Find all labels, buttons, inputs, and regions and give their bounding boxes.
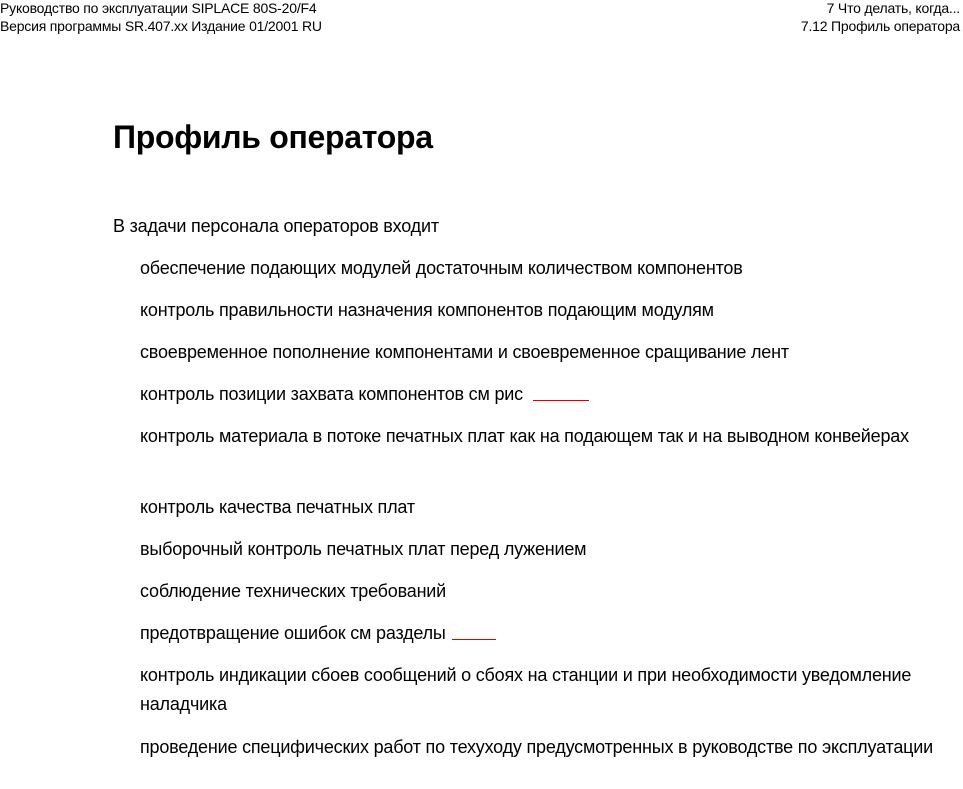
intro-text: В задачи персонала операторов входит (113, 216, 439, 236)
list-item (140, 254, 940, 283)
header-section: 7.12 Профиль оператора (800, 18, 960, 34)
list-item-text: контроль качества печатных плат (140, 497, 415, 517)
list-item (140, 619, 940, 648)
list-item (140, 380, 940, 409)
header-manual-title: Руководство по эксплуатации SIPLACE 80S-20/F4 (0, 0, 317, 16)
list-item-text: соблюдение технических требований (140, 581, 447, 601)
list-item-text: предотвращение ошибок см разделы (140, 623, 446, 643)
list-item (140, 422, 940, 451)
list-item (140, 661, 940, 719)
list-item-text: обеспечение подающих модулей достаточным количеством компонентов (140, 258, 743, 278)
list-item (140, 733, 940, 762)
figure-reference-link[interactable] (533, 400, 589, 401)
list-item (140, 535, 940, 564)
list-item (140, 296, 940, 325)
page-title: Профиль оператора (113, 119, 433, 155)
list-item-text: контроль правильности назначения компонентов подающим модулям (140, 300, 714, 320)
list-item-text: проведение специфических работ по техуходу предусмотренных в руководстве по эксплуатации (140, 737, 933, 757)
list-item (140, 338, 940, 367)
list-item-text: контроль позиции захвата компонентов см рис (140, 384, 523, 404)
list-item-text: контроль материала в потоке печатных плат как на подающем так и на выводном конвейерах (140, 426, 909, 446)
section-reference-link[interactable] (452, 639, 496, 640)
list-item-text: контроль индикации сбоев сообщений о сбоях на станции и при необходимости уведомление наладчика (140, 665, 912, 714)
header-version-edition: Версия программы SR.407.xx Издание 01/2001 RU (0, 18, 322, 34)
list-item-text: выборочный контроль печатных плат перед лужением (140, 539, 587, 559)
list-item (140, 577, 940, 606)
list-item-text: своевременное пополнение компонентами и своевременное сращивание лент (140, 342, 789, 362)
header-chapter: 7 Что делать, когда... (826, 0, 960, 16)
list-item (140, 493, 940, 522)
